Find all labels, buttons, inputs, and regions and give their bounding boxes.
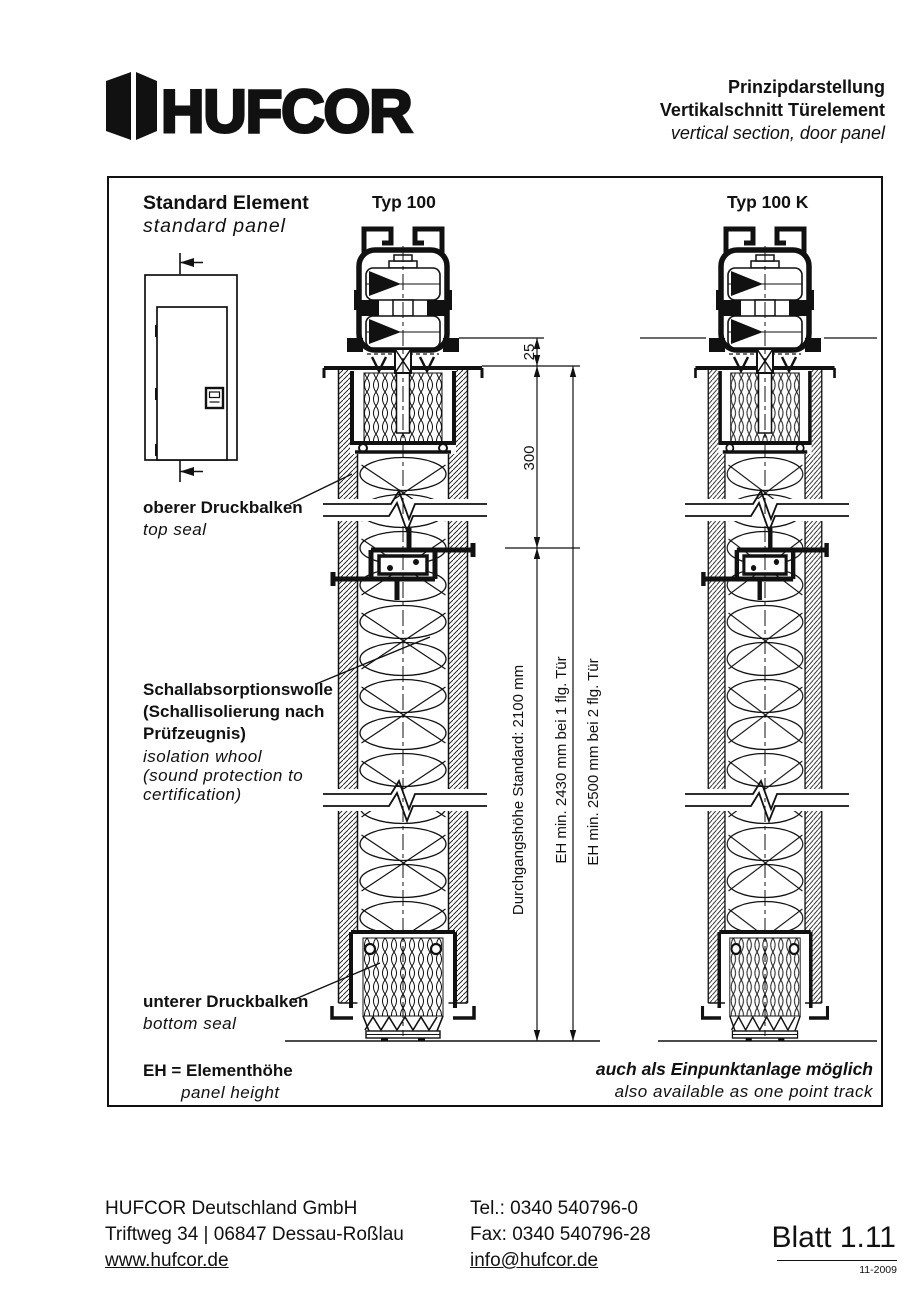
logo-text: HUFCOR <box>161 78 412 142</box>
top-seal-label-de: oberer Druckbalken <box>143 498 303 517</box>
title-line-en: vertical section, door panel <box>670 123 885 143</box>
eh-note-de: EH = Elementhöhe <box>143 1061 293 1080</box>
dim-300: 300 <box>520 445 538 471</box>
typ100-section <box>285 229 600 1041</box>
one-point-note-de: auch als Einpunktanlage möglich <box>595 1059 873 1079</box>
company-name: HUFCOR Deutschland GmbH <box>105 1198 358 1219</box>
sheet-number: Blatt 1.11 <box>771 1221 896 1254</box>
typ-100-label: Typ 100 <box>372 192 436 212</box>
wool-label-de1: Schallabsorptionswolle <box>143 680 333 699</box>
wool-label-en3: certification) <box>143 785 242 804</box>
footer-company-block <box>105 1196 404 1274</box>
wool-label-de3: Prüfzeugnis) <box>143 724 246 743</box>
footer-contact-block <box>470 1196 651 1274</box>
typ-100k-label: Typ 100 K <box>727 192 809 212</box>
top-seal-label-en: top seal <box>143 520 207 539</box>
wool-label-en1: isolation whool <box>143 747 263 766</box>
company-address: Triftweg 34 | 06847 Dessau-Roßlau <box>105 1224 404 1245</box>
bottom-seal-label-en: bottom seal <box>143 1014 237 1033</box>
wool-label-de2: (Schallisolierung nach <box>143 702 325 721</box>
dimension-lines <box>459 338 602 1041</box>
standard-element-label: Standard Element <box>143 192 309 214</box>
wool-label-en2: (sound protection to <box>143 766 304 785</box>
fax-number: Fax: 0340 540796-28 <box>470 1224 651 1245</box>
dim-eh-1-leaf: EH min. 2430 mm bei 1 flg. Tür <box>552 656 570 864</box>
title-line-de2: Vertikalschnitt Türelement <box>659 100 885 120</box>
standard-panel-label: standard panel <box>143 215 287 237</box>
one-point-note-en: also available as one point track <box>614 1082 873 1101</box>
dim-25: 25 <box>520 343 538 361</box>
title-line-de1: Prinzipdarstellung <box>727 77 885 97</box>
email-link[interactable]: info@hufcor.de <box>470 1250 599 1271</box>
website-link[interactable]: www.hufcor.de <box>105 1250 229 1271</box>
typ100k-section <box>640 229 877 1041</box>
revision-date: 11-2009 <box>859 1264 897 1276</box>
eh-note-en: panel height <box>181 1083 280 1102</box>
phone-number: Tel.: 0340 540796-0 <box>470 1198 638 1219</box>
door-pictogram <box>145 253 237 482</box>
bottom-seal-label-de: unterer Druckbalken <box>143 992 309 1011</box>
dim-eh-2-leaf: EH min. 2500 mm bei 2 flg. Tür <box>584 658 602 866</box>
dim-passage-height: Durchgangshöhe Standard: 2100 mm <box>509 664 527 916</box>
sheet-number-rule <box>777 1260 897 1261</box>
